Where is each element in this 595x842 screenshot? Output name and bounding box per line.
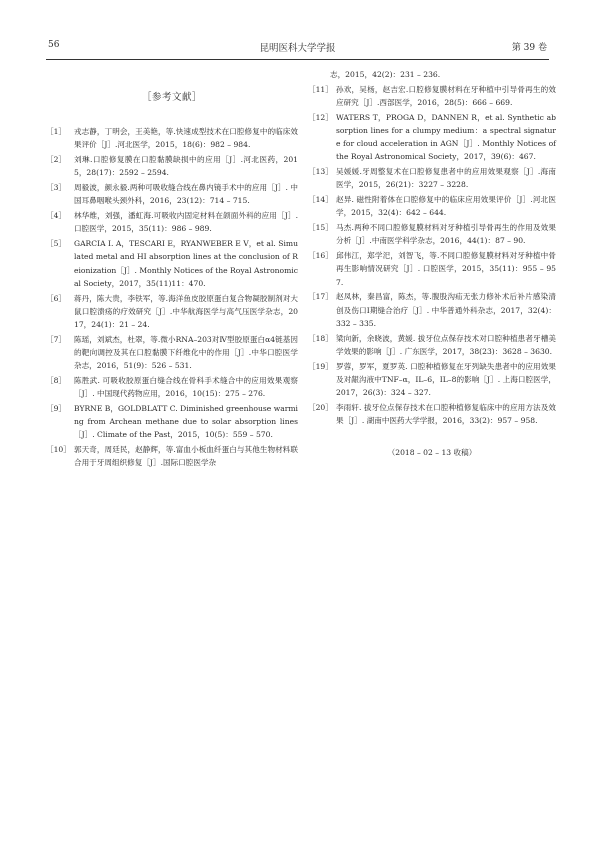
reference-item: [308, 401, 556, 427]
reference-text: 梁向新，余晓波，黄媛. 拔牙位点保存技术对口腔种植患者牙槽美学效果的影响［J］. 广东医学，2017，38(23)：3628 – 3630.: [336, 333, 556, 356]
reference-item: [46, 443, 298, 469]
reference-text: 郭天奇，周廷民，赵静辉，等.富血小板血纤蛋白与其他生物材料联合用于牙周组织修复［J］.国际口腔医学杂: [74, 445, 298, 468]
reference-number: ［7］: [46, 334, 67, 344]
reference-item: [308, 249, 556, 289]
journal-title: 昆明医科大学学报: [259, 43, 336, 54]
reference-number: ［10］: [46, 445, 71, 455]
reference-number: ［8］: [46, 376, 67, 386]
reference-number: ［2］: [46, 155, 67, 165]
reference-item: [46, 333, 298, 373]
reference-number: ［9］: [46, 404, 67, 414]
reference-number: ［14］: [308, 195, 333, 205]
running-header: [48, 40, 547, 54]
reference-item: [308, 290, 556, 330]
reference-number: ［17］: [308, 292, 333, 302]
reference-text: GARCIA I. A，TESCARI E，RYANWEBER E V，et al. Simulated metal and HI absorption lines at the conclusion of Reionization［J］. Monthly Notices of the Royal Astronomical Society，2017，35(11)11：470.: [74, 239, 298, 288]
reference-item: [46, 292, 298, 332]
reference-number: ［1］: [46, 127, 67, 137]
reference-number: ［18］: [308, 333, 333, 343]
reference-item: [46, 209, 298, 235]
page-number: 56: [48, 40, 60, 50]
reference-text: 李雨轩. 拔牙位点保存技术在口腔种植修复临床中的应用方法及效果［J］. 湖南中医药大学学报，2016，33(2)：957 – 958.: [336, 402, 556, 426]
left-column: [46, 68, 298, 471]
reference-number: ［15］: [308, 223, 333, 233]
reference-number: ［20］: [308, 402, 333, 412]
reference-number: ［5］: [46, 239, 67, 249]
reference-text: 马杰.两种不同口腔修复膜材料对牙种植引导骨再生的作用及效果分析［J］.中南医学科学杂志，2016，44(1)：87 – 90.: [336, 223, 556, 246]
reference-item: [46, 181, 298, 207]
reference-text: 邱伟江，郑学汜，刘智飞，等.不同口腔修复膜材料对牙种植中骨再生影响情况研究［J］. 口腔医学，2015，35(11)：955 – 957.: [336, 251, 556, 287]
reference-number: ［3］: [46, 183, 67, 193]
reference-number: ［16］: [308, 251, 333, 261]
reference-continuation: 志，2015，42(2)：231 – 236.: [330, 70, 441, 79]
reference-text: 孙欢，吴杨，赵吉宏.口腔修复膜材料在牙种植中引导骨再生的效应研究［J］.西部医学，2016，28(5)：666 – 669.: [336, 84, 556, 107]
header-rule: [46, 59, 549, 60]
reference-text: 刘琳.口腔修复膜在口腔黏膜缺损中的应用［J］.河北医药，2015，28(17)：2592 – 2594.: [74, 155, 298, 178]
reference-item: [308, 165, 556, 191]
reference-number: ［11］: [308, 84, 333, 94]
reference-number: ［6］: [46, 293, 67, 303]
reference-text: 吴媛媛.牙周整复术在口腔修复患者中的应用效果观察［J］.海南医学，2015，26(21)：3227 – 3228.: [336, 167, 556, 190]
reference-text: WATERS T，PROGA D，DANNEN R，et al. Synthetic absorption lines for a clumpy medium：a spectral signature for cloud acceleration in AGN［J］. Monthly Notices of the Royal Astronomical Society，2017，39(6)：467.: [336, 112, 556, 162]
reference-text: 赵异. 磁性附着体在口腔修复中的临床应用效果评价［J］.河北医学，2015，32(4)：642 – 644.: [336, 195, 556, 218]
reference-item: [46, 402, 298, 442]
reference-text: 戎志静，丁明会，王美艳，等.快速成型技术在口腔修复中的临床效果评价［J］.河北医学，2015，18(6)：982 – 984.: [74, 127, 298, 150]
reference-text: BYRNE B，GOLDBLATT C. Diminished greenhouse warming from Archean methane due to solar absorption lines［J］. Climate of the Past，2015，10(5)：559 – 570.: [74, 404, 298, 440]
reference-item: [308, 221, 556, 247]
reference-text: 周毅波，颜永毅.两种可吸收缝合线在鼻内镜手术中的应用［J］. 中国耳鼻咽喉头颈外科，2016，23(12)：714 – 715.: [74, 183, 298, 206]
reference-item: [46, 125, 298, 151]
reference-text: 陈胜武. 可吸收胶原蛋白缝合线在骨科手术缝合中的应用效果观察［J］. 中国现代药物应用，2016，10(15)：275 – 276.: [74, 376, 298, 399]
reference-number: ［4］: [46, 211, 67, 221]
reference-item: [308, 332, 556, 358]
reference-text: 赵凤林，秦昌富，陈杰，等.腹股沟疝无张力修补术后补片感染清创及伤口Ⅰ期缝合治疗［J］. 中华普通外科杂志，2017，32(4)：332 – 335.: [336, 292, 556, 328]
reference-number: ［12］: [308, 112, 333, 122]
reference-item: [308, 83, 556, 109]
reference-number: ［13］: [308, 167, 333, 177]
reference-item: [308, 111, 556, 164]
reference-text: 林华维，刘强，潘虹海.可吸收内固定材料在颌面外科的应用［J］.口腔医学，2015，35(11)：986 – 989.: [74, 211, 298, 234]
right-column: [308, 68, 556, 459]
reference-text: 蒋丹，陈大贵，李铁军，等.海洋鱼皮胶原蛋白复合物凝胶制剂对大鼠口腔溃疡的疗效研究［J］.中华航海医学与高气压医学杂志，2017，24(1)：21 – 24.: [74, 293, 298, 330]
reference-item: [308, 360, 556, 400]
reference-item: [46, 237, 298, 290]
reference-number: ［19］: [308, 361, 333, 371]
reference-item: [46, 153, 298, 179]
reference-item: [308, 193, 556, 219]
reference-text: 罗蓉，罗军，夏罗英. 口腔种植修复在牙列缺失患者中的应用效果及对龈沟液中TNF–α，IL–6，IL–8的影响［J］. 上海口腔医学，2017，26(3)：324 – 327.: [336, 361, 556, 398]
received-date: （2018 – 02 – 13 收稿）: [387, 448, 477, 458]
reference-item: [46, 374, 298, 400]
reference-text: 陈瑶，刘斌杰，杜翠，等.微小RNA–203对Ⅳ型胶原蛋白α4链基因的靶向调控及其在口腔黏膜下纤维化中的作用［J］.中华口腔医学杂志，2016，51(9)：526 – 531.: [74, 334, 298, 371]
volume-label: 第 39 卷: [511, 43, 547, 53]
section-title: ［参考文献］: [141, 92, 202, 103]
